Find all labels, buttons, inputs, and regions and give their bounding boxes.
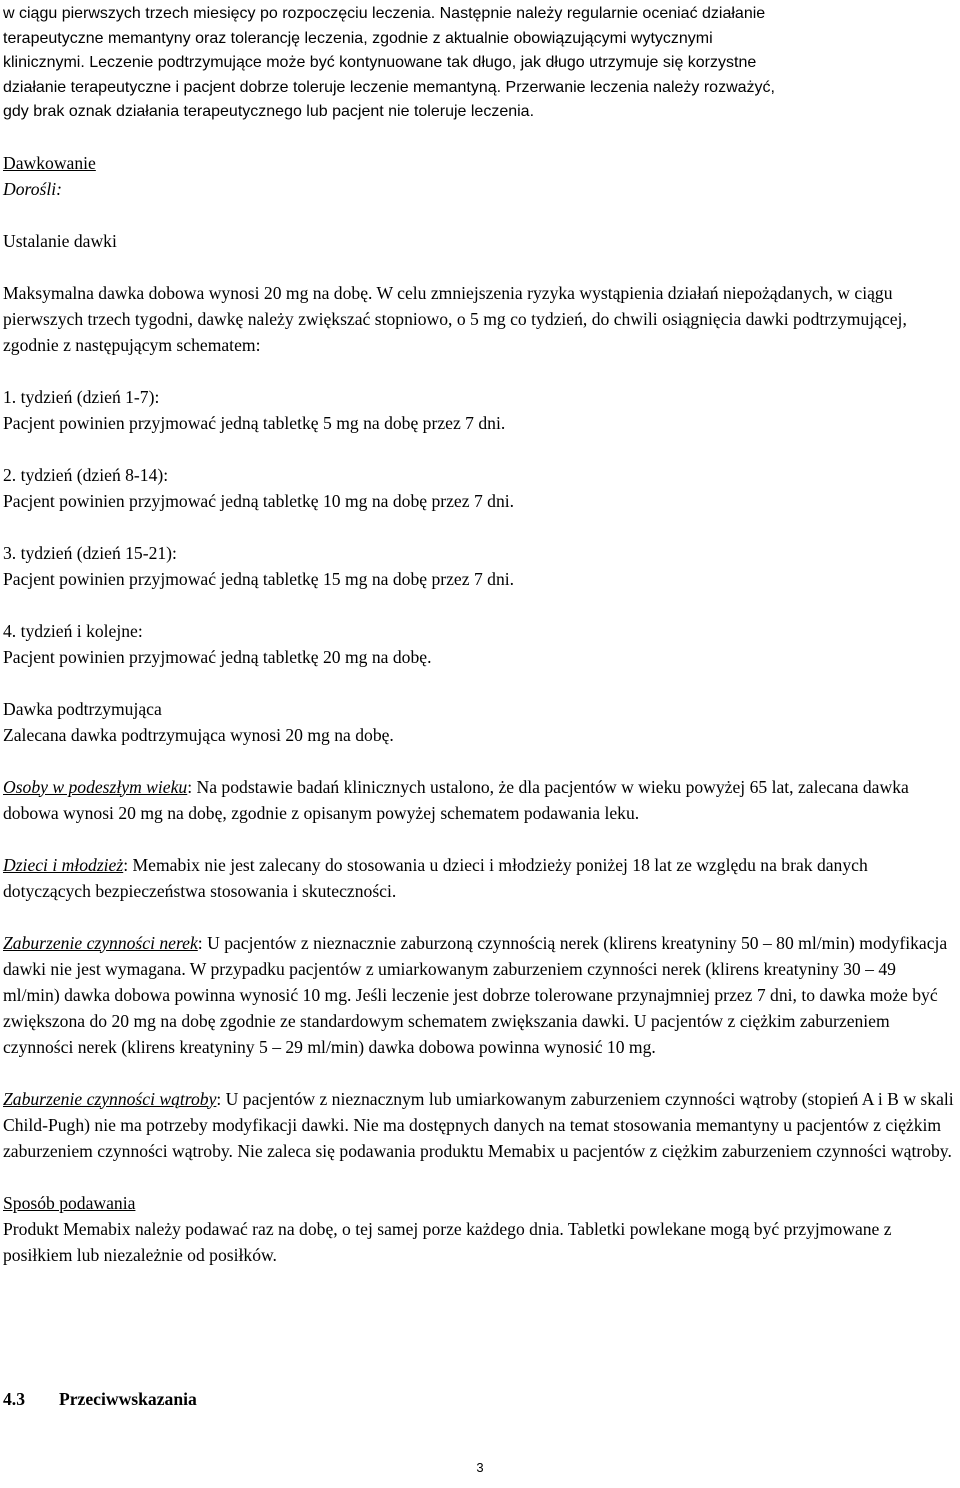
renal-text: : U pacjentów z nieznacznie zaburzoną czynnością nerek (klirens kreatyniny 50 – 80 ml/min) modyfikacja dawki nie jest wymagana. W przypadku pacjentów z umiarkowanym zaburzeniem czynności nerek (klirens kreatyniny 30 – 49 ml/min) dawka dobowa powinna wynosić 10 mg. Jeśli leczenie jest dobrze tolerowane przynajmniej przez 7 dni, to dawka może być zwiększona do 20 mg na dobę zgodnie ze standardowym schematem zwiększania dawki. U pacjentów z ciężkim zaburzeniem czynności nerek (klirens kreatyniny 5 – 29 ml/min) dawka dobowa powinna wynosić 10 mg. (3, 932, 948, 1057)
section-heading (3, 1386, 197, 1412)
administration-heading: Sposób podawania (3, 1192, 136, 1213)
elderly-text: : Na podstawie badań klinicznych ustalono, że dla pacjentów w wieku powyżej 65 lat, zalecana dawka dobowa wynosi 20 mg na dobę, zgodnie z opisanym powyżej schematem podawania leku. (3, 776, 909, 823)
week-3-title: 3. tydzień (dzień 15-21): (3, 542, 177, 563)
page-number: 3 (476, 1460, 484, 1475)
elderly-paragraph (3, 774, 955, 826)
renal-label: Zaburzenie czynności nerek (3, 932, 198, 953)
children-text: : Memabix nie jest zalecany do stosowania u dzieci i młodzieży poniżej 18 lat ze względu na brak danych dotyczących bezpieczeństwa stosowania i skuteczności. (3, 854, 868, 901)
week-1-title: 1. tydzień (dzień 1-7): (3, 386, 160, 407)
intro-line: terapeutyczne memantyny oraz tolerancję leczenia, zgodnie z aktualnie obowiązującymi wytycznymi (3, 29, 713, 47)
intro-line: klinicznymi. Leczenie podtrzymujące może być kontynuowane tak długo, jak długo utrzymuje się korzystne (3, 54, 757, 71)
document-page (3, 0, 955, 1268)
titration-heading: Ustalanie dawki (3, 230, 117, 251)
section-number: 4.3 (3, 1389, 25, 1409)
hepatic-label: Zaburzenie czynności wątroby (3, 1088, 217, 1109)
intro-line: działanie terapeutyczne i pacjent dobrze toleruje leczenie memantyną. Przerwanie leczenia należy rozważyć, (3, 78, 775, 96)
week-2-text: Pacjent powinien przyjmować jedną tabletkę 10 mg na dobę przez 7 dni. (3, 490, 515, 511)
week-2-title: 2. tydzień (dzień 8-14): (3, 464, 169, 485)
intro-paragraph (3, 2, 955, 125)
week-3-text: Pacjent powinien przyjmować jedną tabletkę 15 mg na dobę przez 7 dni. (3, 568, 515, 589)
maintenance-heading: Dawka podtrzymująca (3, 698, 162, 719)
administration-text: Produkt Memabix należy podawać raz na dobę, o tej samej porze każdego dnia. Tabletki powlekane mogą być przyjmowane z posiłkiem lub niezależnie od posiłków. (3, 1218, 892, 1265)
week-1-text: Pacjent powinien przyjmować jedną tabletkę 5 mg na dobę przez 7 dni. (3, 412, 506, 433)
dosing-heading: Dawkowanie (3, 152, 96, 173)
elderly-label: Osoby w podeszłym wieku (3, 776, 188, 797)
hepatic-paragraph (3, 1086, 955, 1164)
titration-text: Maksymalna dawka dobowa wynosi 20 mg na dobę. W celu zmniejszenia ryzyka wystąpienia działań niepożądanych, w ciągu pierwszych trzech tygodni, dawkę należy zwiększać stopniowo, o 5 mg co tydzień, do chwili osiągnięcia dawki podtrzymującej, zgodnie z następującym schematem: (3, 282, 907, 355)
maintenance-text: Zalecana dawka podtrzymująca wynosi 20 mg na dobę. (3, 724, 394, 745)
week-4-title: 4. tydzień i kolejne: (3, 620, 143, 641)
section-title: Przeciwwskazania (59, 1389, 197, 1409)
intro-line: w ciągu pierwszych trzech miesięcy po rozpoczęciu leczenia. Następnie należy regularnie oceniać działanie (3, 5, 766, 22)
intro-line: gdy brak oznak działania terapeutycznego lub pacjent nie toleruje leczenia. (3, 103, 535, 120)
children-paragraph (3, 852, 955, 904)
week-4-text: Pacjent powinien przyjmować jedną tabletkę 20 mg na dobę. (3, 646, 432, 667)
children-label: Dzieci i młodzież (3, 854, 124, 875)
hepatic-text: : U pacjentów z nieznacznym lub umiarkowanym zaburzeniem czynności wątroby (stopień A i B w skali Child-Pugh) nie ma potrzeby modyfikacji dawki. Nie ma dostępnych danych na temat stosowania memantyny u pacjentów z ciężkim zaburzeniem czynności wątroby. Nie zaleca się podawania produktu Memabix u pacjentów z ciężkim zaburzeniem czynności wątroby. (3, 1088, 954, 1161)
adults-subheading: Dorośli: (3, 178, 62, 199)
renal-paragraph (3, 930, 955, 1060)
